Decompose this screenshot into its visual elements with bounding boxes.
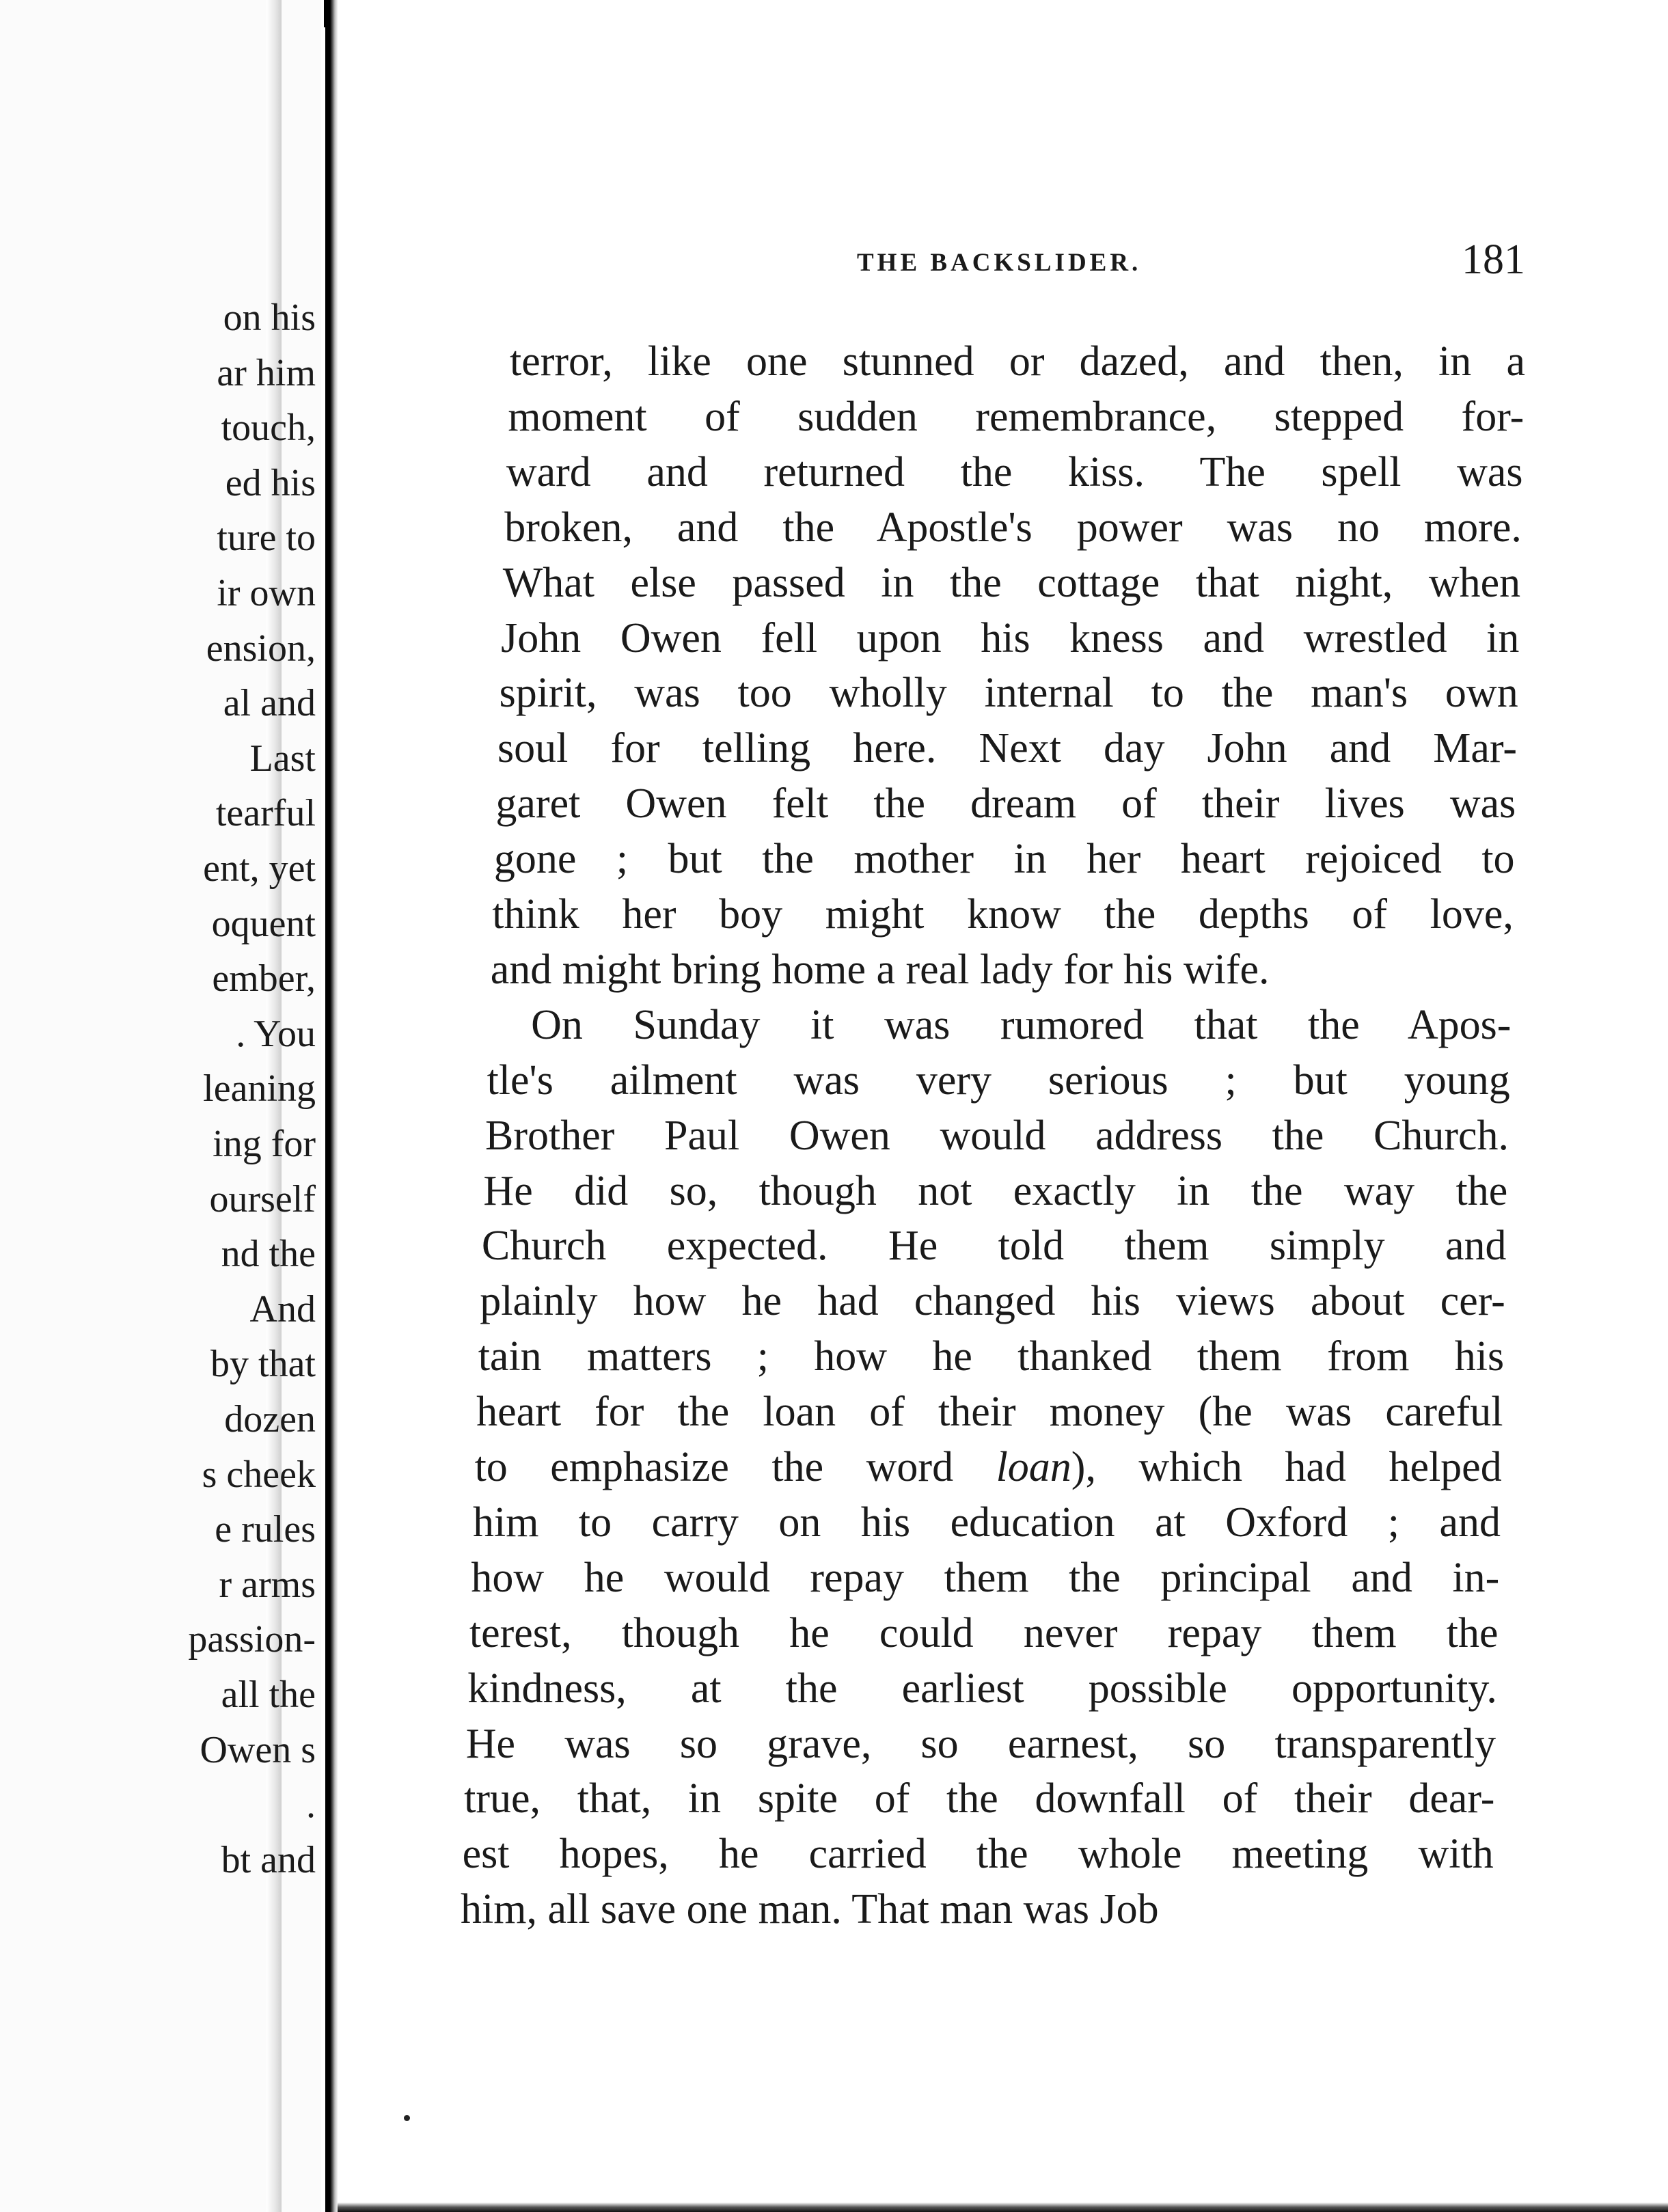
body-line: him to carry on his education at Oxford ; and [473,1499,1501,1546]
ink-speck [404,2115,410,2121]
left-page-line: ember, [212,957,316,1000]
right-page [338,0,1668,2212]
body-line: gone ; but the mother in her heart rejoiced to [493,836,1515,883]
body-line: think her boy might know the depths of love, [492,891,1514,938]
left-page-line: ing for [213,1123,316,1165]
body-line: Brother Paul Owen would address the Church. [485,1112,1509,1159]
left-page-line: passion- [188,1618,316,1661]
body-line: soul for telling here. Next day John and Mar- [497,725,1517,772]
left-page-line: bt and [221,1838,316,1881]
body-line: plainly how he had changed his views about cer- [480,1278,1505,1325]
left-page-line: s cheek [202,1453,316,1496]
left-page-line: ourself [209,1177,316,1220]
left-page-line: leaning [203,1067,316,1110]
body-line: heart for the loan of their money (he was careful [476,1389,1503,1436]
left-page-line: ension, [206,627,316,670]
left-page-line: ture to [217,517,316,560]
body-line: moment of sudden remembrance, stepped for- [508,393,1525,440]
body-line: Church expected. He told them simply and [481,1223,1507,1270]
body-line: true, that, in spite of the downfall of their dear- [464,1775,1495,1822]
page-number: 181 [1462,236,1525,283]
left-page-line: oquent [211,902,316,945]
body-line: spirit, was too wholly internal to the man's own [499,670,1518,717]
left-page-line: ent, yet [203,847,316,890]
body-line: kindness, at the earliest possible opportunity. [467,1665,1497,1712]
left-page-line: . [306,1784,316,1827]
left-page-line: e rules [215,1508,316,1551]
left-page-line: by that [210,1343,316,1386]
body-line: ward and returned the kiss. The spell was [506,448,1523,495]
body-line: to emphasize the word loan), which had helped [474,1444,1502,1490]
binding-gutter [325,0,338,2212]
left-page-line: al and [223,682,316,725]
left-page-line: ar him [217,351,316,394]
left-page-line: on his [223,297,316,339]
left-facing-page [0,0,321,2212]
left-page-line: . You [236,1012,316,1055]
body-line: What else passed in the cottage that night, when [502,559,1521,606]
body-line: He did so, though not exactly in the way the [483,1167,1508,1214]
left-page-line: tearful [215,792,316,835]
body-line: him, all save one man. That man was Job [461,1886,1159,1933]
page-header [338,236,1668,290]
body-line: est hopes, he carried the whole meeting with [462,1831,1494,1878]
body-line: tain matters ; how he thanked them from his [478,1333,1505,1380]
left-page-line: And [249,1287,316,1330]
left-page-line: ed his [225,461,316,504]
body-line: John Owen fell upon his kness and wrestled in [501,614,1520,661]
body-line: terror, like one stunned or dazed, and then, in a [510,338,1525,385]
body-line: broken, and the Apostle's power was no more. [504,504,1522,551]
left-page-line: touch, [221,407,316,450]
body-line: terest, though he could never repay them the [469,1609,1499,1656]
body-line: On Sunday it was rumored that the Apos- [531,1001,1512,1048]
left-page-line: dozen [224,1398,316,1440]
body-line: how he would repay them the principal and in- [471,1554,1500,1601]
left-page-line: Owen s [200,1728,316,1771]
left-page-line: ir own [217,572,316,614]
body-line: garet Owen felt the dream of their lives was [495,780,1516,828]
page-bottom-edge [338,2202,1668,2212]
body-line: tle's ailment was very serious ; but young [487,1056,1510,1104]
left-page-line: nd the [221,1233,316,1276]
running-head: THE BACKSLIDER. [857,249,1142,277]
body-line: He was so grave, so earnest, so transparently [465,1720,1496,1767]
left-page-line: all the [221,1674,316,1716]
left-page-line: Last [249,737,316,780]
left-page-line: r arms [219,1563,316,1606]
body-line: and might bring home a real lady for his wife. [490,946,1270,993]
emphasized-word: loan [996,1444,1071,1490]
